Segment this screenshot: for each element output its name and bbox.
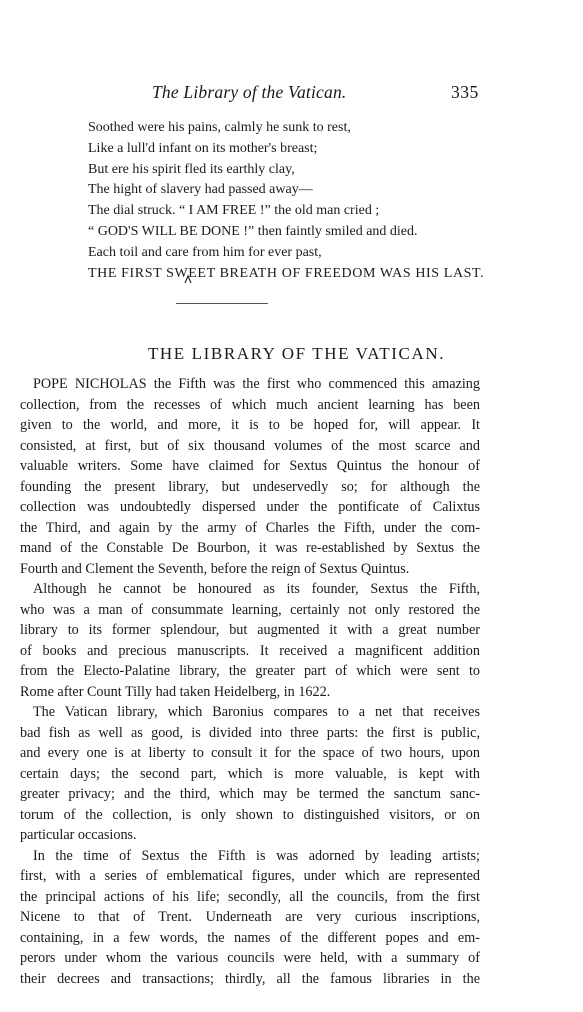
body-line: particular occasions. xyxy=(20,827,137,843)
poem-line: Each toil and care from him for ever past, xyxy=(88,244,322,260)
poem-line: “ GOD'S WILL BE DONE !” then faintly smiled and died. xyxy=(88,223,418,239)
body-line: mand of the Constable De Bourbon, it was re-established by Sextus the xyxy=(20,540,480,556)
page-number: 335 xyxy=(451,82,479,102)
body-line: perors under whom the various councils were held, with a summary of xyxy=(20,950,480,966)
body-line: valuable writers. Some have claimed for Sextus Quintus the honour of xyxy=(20,458,480,474)
body-line: containing, in a few words, the names of the different popes and em- xyxy=(20,929,480,946)
body-line: torum of the collection, is only shown to distinguished visitors, or on xyxy=(20,806,480,823)
body-line: of books and precious manuscripts. It received a magnificent addition xyxy=(20,642,480,659)
body-line: bad fish as well as good, is divided into three parts: the first is public, xyxy=(20,724,480,741)
body-line: given to the world, and more, it is to be hoped for, will appear. It xyxy=(20,417,480,433)
poem-line: But ere his spirit fled its earthly clay, xyxy=(88,161,295,177)
section-divider xyxy=(176,303,268,304)
caret-mark-icon xyxy=(184,274,192,284)
body-line: the Third, and again by the army of Charles the Fifth, under the com- xyxy=(20,519,480,536)
body-line: who was a man of consummate learning, certainly not only restored the xyxy=(20,601,480,618)
poem-stanza xyxy=(88,118,528,284)
body-line: first, with a series of emblematical figures, under which are represented xyxy=(20,868,480,884)
body-line: collection was undoubtedly dispersed under the pontificate of Calixtus xyxy=(20,499,480,515)
body-line: Although he cannot be honoured as its founder, Sextus the Fifth, xyxy=(33,581,480,597)
body-line: The Vatican library, which Baronius compares to a net that receives xyxy=(33,704,480,720)
body-line: collection, from the recesses of which much ancient learning has been xyxy=(20,396,480,413)
body-line: greater privacy; and the third, which may be termed the sanctum sanc- xyxy=(20,786,480,802)
body-line: founding the present library, but undeservedly so; for although the xyxy=(20,478,480,495)
body-line: and every one is at liberty to consult it for the space of two hours, upon xyxy=(20,745,480,761)
running-head xyxy=(0,82,583,106)
running-title: The Library of the Vatican. xyxy=(152,82,347,102)
article-body xyxy=(20,374,480,989)
section-title-text: THE LIBRARY OF THE VATICAN. xyxy=(147,344,446,363)
body-line: from the Electo-Palatine library, the greater part of which were sent to xyxy=(20,663,480,679)
body-line: certain days; the second part, which is more valuable, is kept with xyxy=(20,765,480,782)
body-line: Rome after Count Tilly had taken Heidelberg, in 1622. xyxy=(20,683,331,700)
body-line: consisted, at first, but of six thousand volumes of the most scarce and xyxy=(20,437,480,454)
poem-closing-line: THE FIRST SWEET BREATH OF FREEDOM WAS HIS LAST. xyxy=(88,265,485,281)
body-line: the principal actions of his life; secondly, all the councils, from the first xyxy=(20,888,480,905)
body-line: library to its former splendour, but augmented it with a great number xyxy=(20,622,480,638)
poem-line: Like a lull'd infant on its mother's breast; xyxy=(88,140,318,156)
body-line: their decrees and transactions; thirdly, all the famous libraries in the xyxy=(20,970,480,987)
body-line: Nicene to that of Trent. Underneath are very curious inscriptions, xyxy=(20,909,480,925)
body-line: In the time of Sextus the Fifth is was adorned by leading artists; xyxy=(33,847,480,864)
body-line: Fourth and Clement the Seventh, before the reign of Sextus Quintus. xyxy=(20,560,410,577)
poem-line: The dial struck. “ I AM FREE !” the old man cried ; xyxy=(88,203,380,219)
poem-line: The hight of slavery had passed away— xyxy=(88,182,313,198)
section-title xyxy=(0,344,583,364)
body-line: POPE NICHOLAS the Fifth was the first who commenced this amazing xyxy=(33,376,480,392)
poem-line: Soothed were his pains, calmly he sunk to rest, xyxy=(88,120,351,135)
